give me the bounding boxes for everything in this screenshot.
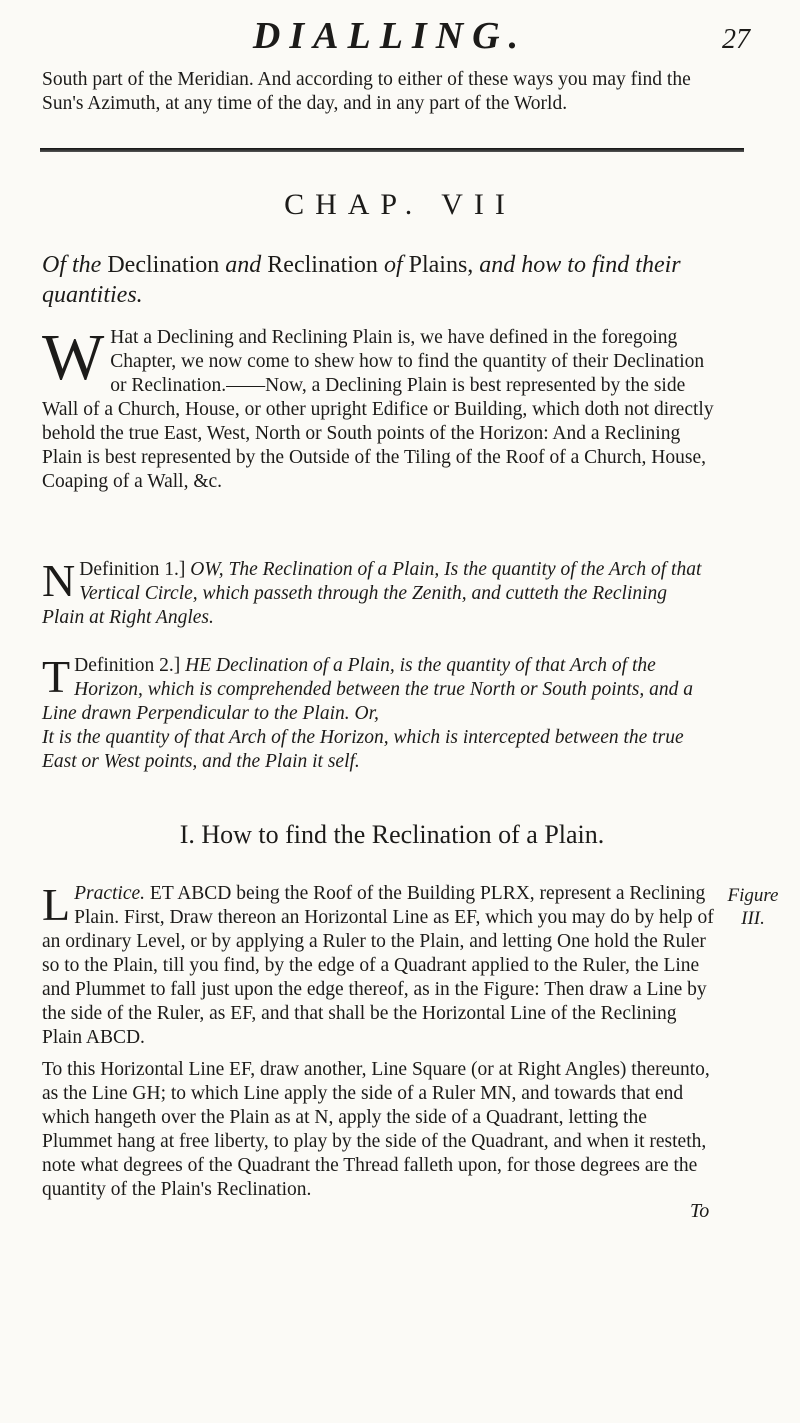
definition-2: [42, 651, 714, 774]
drop-cap: N: [42, 555, 76, 606]
drop-cap: W: [42, 321, 105, 394]
definition-1: [42, 555, 714, 630]
intro-paragraph: South part of the Meridian. And according to either of these ways you may find the Sun's Azimuth, at any time of the day, and in any part of the World.: [42, 69, 691, 114]
section-divider-rule: [40, 148, 744, 152]
chapter-title-word: Plains,: [408, 252, 474, 278]
margin-note-figure: [718, 884, 788, 930]
running-header-title: DIALLING.: [252, 15, 528, 57]
definition-label: Definition 1.]: [79, 559, 186, 580]
chapter-title-word: Declination: [107, 252, 220, 278]
paragraph-text: Hat a Declining and Reclining Plain is, we have defined in the foregoing Chapter, we now come to shew how to find the quantity of their Declination or Reclination.——Now, a Declining Plain is best represented by the side Wall of a Church, House, or other upright Edifice or Building, which doth not directly behold the true East, West, North or South points of the Horizon: And a Reclining Plain is best represented by the Outside of the Tiling of the Roof of a Church, House, Coaping of a Wall, &c.: [42, 327, 714, 492]
definition-text: OW, The Reclination of a Plain, Is the quantity of the Arch of that Vertical Circle, which passeth through the Zenith, and cutteth the Reclining Plain at Right Angles.: [42, 559, 702, 628]
chapter-title: [42, 250, 742, 310]
drop-cap: L: [42, 879, 71, 930]
chapter-number: CHAP. VII: [284, 188, 516, 221]
chapter-title-part: and: [225, 252, 262, 278]
margin-note-line: Figure: [727, 885, 779, 906]
paragraph-declining-plain: [42, 321, 714, 494]
chapter-title-part: Of the: [42, 252, 102, 278]
margin-note-line: III.: [741, 908, 765, 929]
practice-paragraph: [42, 879, 714, 1050]
chapter-title-part: of: [383, 252, 403, 278]
definition-text: HE Declination of a Plain, is the quantity of that Arch of the Horizon, which is comprehended between the true North or South points, and a Line drawn Perpendicular to the Plain. Or,: [42, 655, 694, 724]
drop-cap: T: [42, 651, 71, 702]
practice-text: ET ABCD being the Roof of the Building PLRX, represent a Reclining Plain. First, Draw thereon an Horizontal Line as EF, which you may do by help of an ordinary Level, or by applying a Ruler to the Plain, and letting One hold the Ruler so to the Plain, till you find, by the edge of a Quadrant applied to the Ruler, the Line and Plummet to fall just upon the edge thereof, as in the Figure: Then draw a Line by the side of the Ruler, as EF, and that shall be the Horizontal Line of the Reclining Plain ABCD.: [42, 883, 714, 1048]
chapter-title-part: and how to find their quantities.: [42, 252, 681, 308]
section-heading: I. How to find the Reclination of a Plain.: [179, 820, 605, 849]
chapter-title-word: Reclination: [267, 252, 378, 278]
practice-label: Practice.: [74, 883, 146, 904]
page-number: 27: [722, 24, 750, 55]
paragraph-horizontal-line: To this Horizontal Line EF, draw another, Line Square (or at Right Angles) thereunto, as the Line GH; to which Line apply the side of a Ruler MN, and towards that end which hangeth over the Plain as at N, apply the side of a Quadrant, letting the Plummet hang at free liberty, to play by the side of the Quadrant, and when it resteth, note what degrees of the Quadrant the Thread falleth upon, for those degrees are the quantity of the Plain's Reclination.: [42, 1059, 710, 1200]
catchword: To: [690, 1200, 710, 1222]
definition-text-continued: It is the quantity of that Arch of the Horizon, which is intercepted between the true East or West points, and the Plain it self.: [42, 727, 684, 772]
definition-label: Definition 2.]: [74, 655, 181, 676]
